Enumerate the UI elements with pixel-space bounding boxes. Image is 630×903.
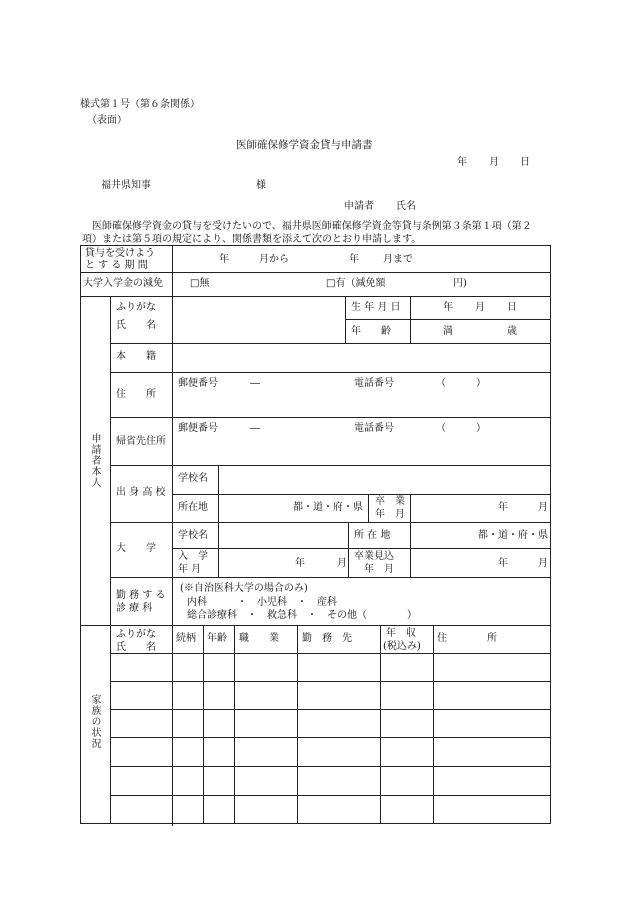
hs-school-name-label: 学校名 [178, 473, 208, 484]
form-number: 様式第１号（第６条関係） [80, 99, 200, 110]
form-side: （表面） [87, 115, 127, 126]
family-header-relation: 続柄 [176, 633, 196, 644]
row-line [110, 372, 551, 373]
row-line [110, 681, 551, 682]
col-line [172, 245, 173, 297]
hs-grad-year: 年 [498, 502, 508, 513]
family-header-job: 職 業 [239, 633, 279, 644]
col-line [234, 625, 235, 823]
birth-day: 日 [507, 302, 517, 313]
row-line [173, 548, 551, 549]
applicant-section-label: 申請者本人 [89, 433, 100, 488]
univ-label: 大 学 [116, 543, 156, 554]
row-line [110, 737, 551, 738]
birth-year: 年 [443, 302, 453, 313]
col-line [410, 296, 411, 344]
family-header-income-1: 年 収 [386, 628, 416, 639]
col-line [218, 465, 219, 578]
period-label-1: 貸与を受けよう [85, 248, 155, 259]
row-line [110, 465, 551, 466]
row-line [110, 766, 551, 767]
row-line [110, 577, 551, 578]
univ-expected-label-1: 卒業見込 [354, 551, 394, 562]
univ-location-label: 所 在 地 [354, 530, 391, 541]
period-from-month: 月から [259, 254, 289, 265]
univ-expected-label-2: 年 月 [364, 564, 394, 575]
address-postal-label: 郵便番号 [178, 378, 218, 389]
hs-prefecture: 都・道・府・県 [293, 502, 363, 513]
row-line [345, 319, 551, 320]
col-line [380, 625, 381, 823]
dept-note: (※自治医科大学の場合のみ) [180, 583, 308, 594]
row-line [110, 709, 551, 710]
col-line [345, 296, 346, 344]
applicant-furigana-label: ふりがな [116, 302, 156, 313]
row-line [110, 653, 551, 654]
period-to-month: 月まで [383, 254, 413, 265]
univ-enter-label-2: 年 月 [178, 564, 202, 575]
hs-location-label: 所在地 [178, 502, 208, 513]
hs-grad-label-1: 卒 業 [375, 496, 405, 507]
univ-enter-label-1: 入 学 [178, 551, 208, 562]
period-label-2: と す る 期 間 [85, 260, 148, 271]
univ-prefecture: 都・道・府・県 [478, 530, 548, 541]
dept-label-1: 勤 務 す る [116, 590, 166, 601]
date-day: 日 [520, 157, 530, 168]
row-line [110, 795, 551, 796]
col-line [410, 522, 411, 577]
period-from-year: 年 [219, 254, 229, 265]
exemption-label: 大学入学金の減免 [83, 278, 163, 289]
univ-enter-year: 年 [295, 558, 305, 569]
domicile-label: 本 籍 [116, 351, 156, 362]
univ-expected-month: 月 [538, 558, 548, 569]
row-line [110, 522, 551, 523]
dept-label-2: 診 療 科 [116, 603, 153, 614]
col-line [433, 625, 434, 823]
applicant-name-label: 氏名 [396, 201, 416, 212]
applicant-name-label: 氏 名 [116, 320, 156, 331]
period-to-year: 年 [349, 254, 359, 265]
univ-expected-year: 年 [498, 558, 508, 569]
col-line [172, 296, 173, 826]
row-line [173, 494, 551, 495]
col-line [297, 625, 298, 823]
intro-line-1: 医師確保修学資金の貸与を受けたいので、福井県医師確保修学資金等貸与条例第３条第１項（第２ [92, 221, 532, 232]
col-line [110, 296, 111, 823]
address-phone-paren: （ ） [436, 378, 486, 389]
family-header-age: 年齢 [207, 633, 227, 644]
table-border-left [80, 245, 81, 824]
row-line [110, 343, 551, 344]
hs-grad-label-2: 年 月 [375, 509, 405, 520]
table-border-top [80, 245, 551, 246]
family-section-label: 家族の状況 [89, 694, 100, 749]
addressee: 福井県知事 [101, 180, 151, 191]
home-address-label: 帰省先住所 [116, 436, 166, 447]
home-postal-label: 郵便番号 [178, 423, 218, 434]
birth-month: 月 [475, 302, 485, 313]
birth-label: 生 年 月 日 [351, 302, 401, 313]
univ-enter-month: 月 [337, 558, 347, 569]
applicant-label: 申請者 [344, 201, 374, 212]
exemption-yen: 円) [453, 278, 467, 289]
family-header-name: 氏 名 [116, 642, 156, 653]
home-phone-paren: （ ） [436, 423, 486, 434]
address-label: 住 所 [116, 389, 156, 400]
row-line [80, 296, 551, 297]
family-header-work: 勤 務 先 [302, 633, 352, 644]
row-line [80, 625, 551, 626]
family-header-furigana: ふりがな [116, 629, 156, 640]
address-postal-dash: ― [250, 378, 260, 389]
age-full: 満 [443, 326, 453, 337]
dept-options-row-1: 内科 ・ 小児科 ・ 産科 [187, 597, 337, 608]
date-year: 年 [457, 157, 467, 168]
univ-school-name-label: 学校名 [178, 530, 208, 541]
honorific: 様 [256, 180, 266, 191]
home-postal-dash: ― [250, 423, 260, 434]
age-label: 年 齢 [351, 326, 391, 337]
exemption-no-checkbox[interactable]: □無 [190, 278, 210, 289]
form-title: 医師確保修学資金貸与申請書 [236, 139, 373, 151]
table-border-bottom [80, 823, 551, 824]
family-header-address: 住 所 [437, 633, 497, 644]
col-line [203, 625, 204, 823]
row-line [110, 417, 551, 418]
col-line [368, 494, 369, 522]
date-month: 月 [489, 157, 499, 168]
age-unit: 歳 [507, 326, 517, 337]
row-line [80, 272, 551, 273]
home-phone-label: 電話番号 [354, 423, 394, 434]
address-phone-label: 電話番号 [354, 378, 394, 389]
family-header-income-2: (税込み) [383, 641, 421, 652]
hs-grad-month: 月 [538, 502, 548, 513]
intro-line-2: 項）または第５項の規定により、関係書類を添えて次のとおり申請します。 [82, 234, 422, 245]
hs-label: 出 身 高 校 [116, 487, 166, 498]
exemption-yes-checkbox[interactable]: □有（減免額 [326, 278, 386, 289]
col-line [410, 494, 411, 522]
col-line [348, 522, 349, 577]
dept-options-row-2: 総合診療科 ・ 救急科 ・ その他（ ） [187, 610, 417, 621]
